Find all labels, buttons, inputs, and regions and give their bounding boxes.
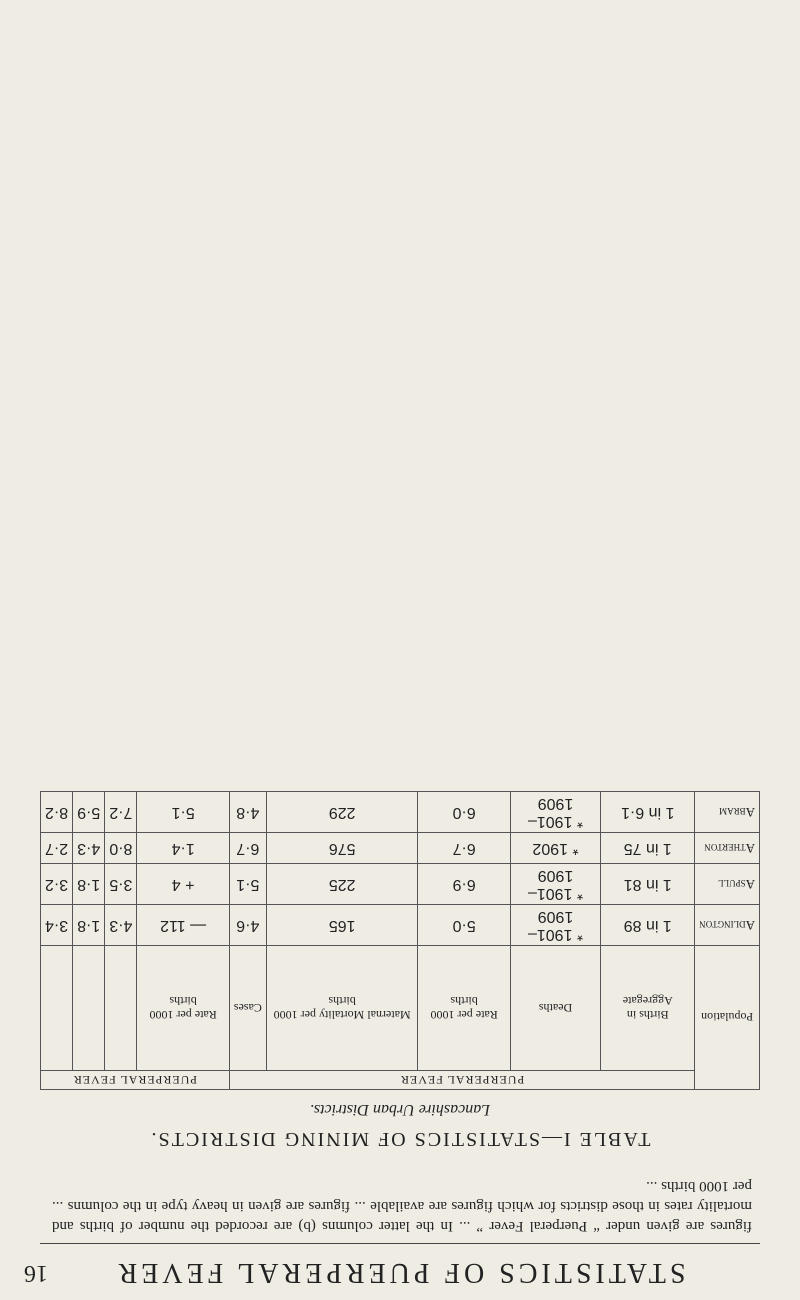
table-cell: 4·3 [105, 905, 137, 946]
table-cell: 5·1 [229, 864, 266, 905]
table-cell: 4·8 [229, 792, 266, 833]
table-cell: 1·8 [73, 905, 105, 946]
col-header-extra-a [105, 946, 137, 1071]
table-row [41, 864, 760, 905]
table-cell: 1·4 [137, 833, 229, 864]
table-cell: — 112 [137, 905, 229, 946]
table-cell: 1 in 6·1 [601, 792, 695, 833]
running-title: STATISTICS OF PUERPERAL FEVER [114, 1257, 686, 1288]
table-cell: 1 in 81 [601, 864, 695, 905]
table-cell: 6·0 [418, 792, 510, 833]
statistics-table [40, 791, 760, 1090]
table-cell: 4·6 [229, 905, 266, 946]
table-cell: 8·2 [41, 792, 73, 833]
table-cell: 2·7 [41, 833, 73, 864]
intro-paragraph: figures are given under “ Puerperal Fever ” ... In the latter columns (b) are recorded the number of births and mortality rates in those districts for which figures are available ... figures are given in heavy type in the columns ... per 1000 births ... [52, 1178, 752, 1234]
table-cell: 225 [266, 864, 418, 905]
table-subtitle: Lancashire Urban Districts. [309, 1101, 491, 1118]
col-header-extra-c [41, 946, 73, 1071]
col-header-cases: Cases [229, 946, 266, 1071]
table-cell: * 1902 [510, 833, 600, 864]
table-cell: 576 [266, 833, 418, 864]
group-header-right: PUERPERAL FEVER [41, 1071, 230, 1090]
table-row [41, 833, 760, 864]
table-cell: * 1901–1909 [510, 905, 600, 946]
table-cell: 6·9 [418, 864, 510, 905]
table-cell: * 1901–1909 [510, 864, 600, 905]
table-cell: 5·0 [418, 905, 510, 946]
page-number: 16 [24, 1260, 48, 1286]
table-cell: 1·8 [73, 864, 105, 905]
table-cell: 5·1 [137, 792, 229, 833]
row-label: Atherton [695, 833, 760, 864]
page-header [0, 1252, 800, 1292]
col-header-population: Population [695, 946, 760, 1090]
table-cell: 6·7 [418, 833, 510, 864]
table-cell: 1 in 89 [601, 905, 695, 946]
table-cell: 1 in 75 [601, 833, 695, 864]
table-cell: 7·2 [105, 792, 137, 833]
table-row [41, 905, 760, 946]
col-header-extra-b [73, 946, 105, 1071]
row-label: Abram [695, 792, 760, 833]
table-title: TABLE I—STATISTICS OF MINING DISTRICTS. [149, 1128, 651, 1150]
table-cell: + 4 [137, 864, 229, 905]
table-cell: 3·2 [41, 864, 73, 905]
header-rule [40, 1243, 760, 1244]
table-cell: 229 [266, 792, 418, 833]
col-header-rate2: Rate per 1000 births [137, 946, 229, 1071]
table-cell: 6·7 [229, 833, 266, 864]
table-cell: 8·0 [105, 833, 137, 864]
col-header-rate: Rate per 1000 births [418, 946, 510, 1071]
row-label: Aspull [695, 864, 760, 905]
col-header-births: Births in Aggregate [601, 946, 695, 1071]
col-header-mortality: Maternal Mortality per 1000 births [266, 946, 418, 1071]
table-cell: 4·3 [73, 833, 105, 864]
group-header-left: PUERPERAL FEVER [229, 1071, 694, 1090]
table-body [41, 792, 760, 946]
table-row [41, 792, 760, 833]
table-cell: 3·5 [105, 864, 137, 905]
col-header-deaths: Deaths [510, 946, 600, 1071]
table-cell: * 1901–1909 [510, 792, 600, 833]
row-label: Adlington [695, 905, 760, 946]
table-cell: 165 [266, 905, 418, 946]
table-cell: 5·9 [73, 792, 105, 833]
table-cell: 3·4 [41, 905, 73, 946]
